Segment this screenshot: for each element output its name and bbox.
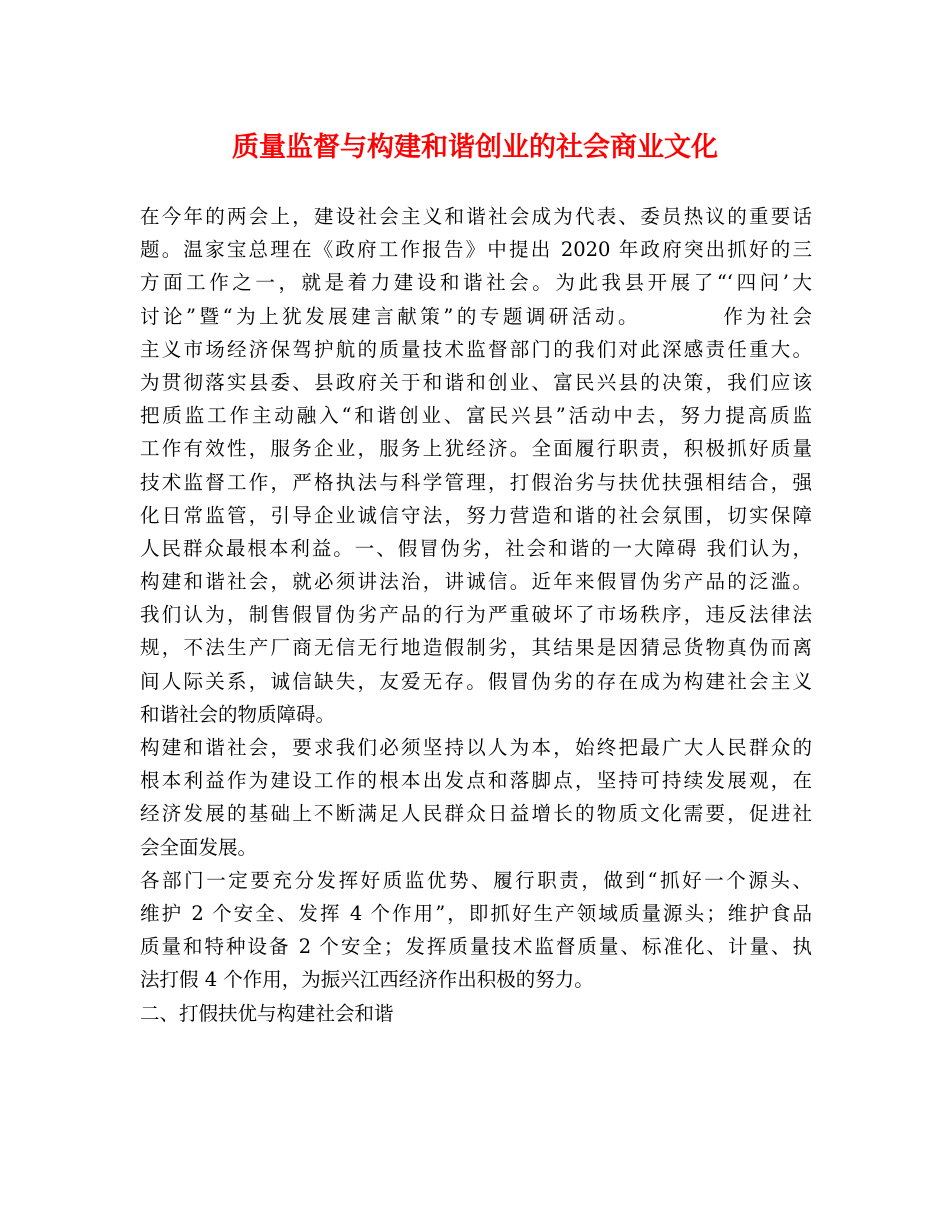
body-line: 在今年的两会上，建设社会主义和谐社会成为代表、委员热议的重要话 bbox=[140, 205, 812, 228]
body-line: 根本利益作为建设工作的根本出发点和落脚点，坚持可持续发展观，在 bbox=[140, 769, 812, 793]
body-line: 维护 2 个安全、发挥 4 个作用”，即抓好生产领域质量源头；维护食品 bbox=[140, 901, 812, 925]
body-line: 主义市场经济保驾护航的质量技术监督部门的我们对此深感责任重大。 bbox=[140, 337, 812, 361]
body-line: 和谐社会的物质障碍。 bbox=[140, 702, 336, 726]
body-line: 题。温家宝总理在《政府工作报告》中提出 2020 年政府突出抓好的三 bbox=[140, 238, 812, 262]
body-line: 方面工作之一，就是着力建设和谐社会。为此我县开展了“‘四问’大 bbox=[140, 271, 812, 295]
document-body bbox=[140, 200, 812, 1030]
body-line: 把质监工作主动融入“和谐创业、富民兴县”活动中去，努力提高质监 bbox=[140, 404, 812, 428]
body-line: 化日常监管，引导企业诚信守法，努力营造和谐的社会氛围，切实保障 bbox=[140, 503, 812, 527]
body-line: 讨论”暨“为上犹发展建言献策”的专题调研活动。 作为社会 bbox=[140, 304, 812, 328]
body-line: 人民群众最根本利益。一、假冒伪劣，社会和谐的一大障碍 我们认为， bbox=[140, 536, 812, 560]
body-line: 二、打假扶优与构建社会和谐 bbox=[140, 1001, 394, 1025]
body-line: 技术监督工作，严格执法与科学管理，打假治劣与扶优扶强相结合，强 bbox=[140, 470, 812, 494]
document-title: 质量监督与构建和谐创业的社会商业文化 bbox=[232, 132, 718, 163]
body-line: 规，不法生产厂商无信无行地造假制劣，其结果是因猜忌货物真伪而离 bbox=[140, 636, 812, 660]
body-line: 经济发展的基础上不断满足人民群众日益增长的物质文化需要，促进社 bbox=[140, 802, 812, 826]
body-line: 为贯彻落实县委、县政府关于和谐和创业、富民兴县的决策，我们应该 bbox=[140, 370, 812, 394]
body-line: 各部门一定要充分发挥好质监优势、履行职责，做到“抓好一个源头、 bbox=[140, 868, 812, 892]
body-line: 构建和谐社会，要求我们必须坚持以人为本，始终把最广大人民群众的 bbox=[140, 736, 812, 759]
body-line: 质量和特种设备 2 个安全；发挥质量技术监督质量、标准化、计量、执 bbox=[140, 935, 812, 959]
body-line: 构建和谐社会，就必须讲法治，讲诚信。近年来假冒伪劣产品的泛滥。 bbox=[140, 570, 812, 594]
body-line: 法打假 4 个作用，为振兴江西经济作出积极的努力。 bbox=[140, 968, 594, 992]
body-line: 会全面发展。 bbox=[140, 835, 258, 859]
body-line: 工作有效性，服务企业，服务上犹经济。全面履行职责，积极抓好质量 bbox=[140, 437, 812, 461]
body-line: 间人际关系，诚信缺失，友爱无存。假冒伪劣的存在成为构建社会主义 bbox=[140, 669, 812, 693]
body-line: 我们认为，制售假冒伪劣产品的行为严重破坏了市场秩序，违反法律法 bbox=[140, 603, 812, 627]
